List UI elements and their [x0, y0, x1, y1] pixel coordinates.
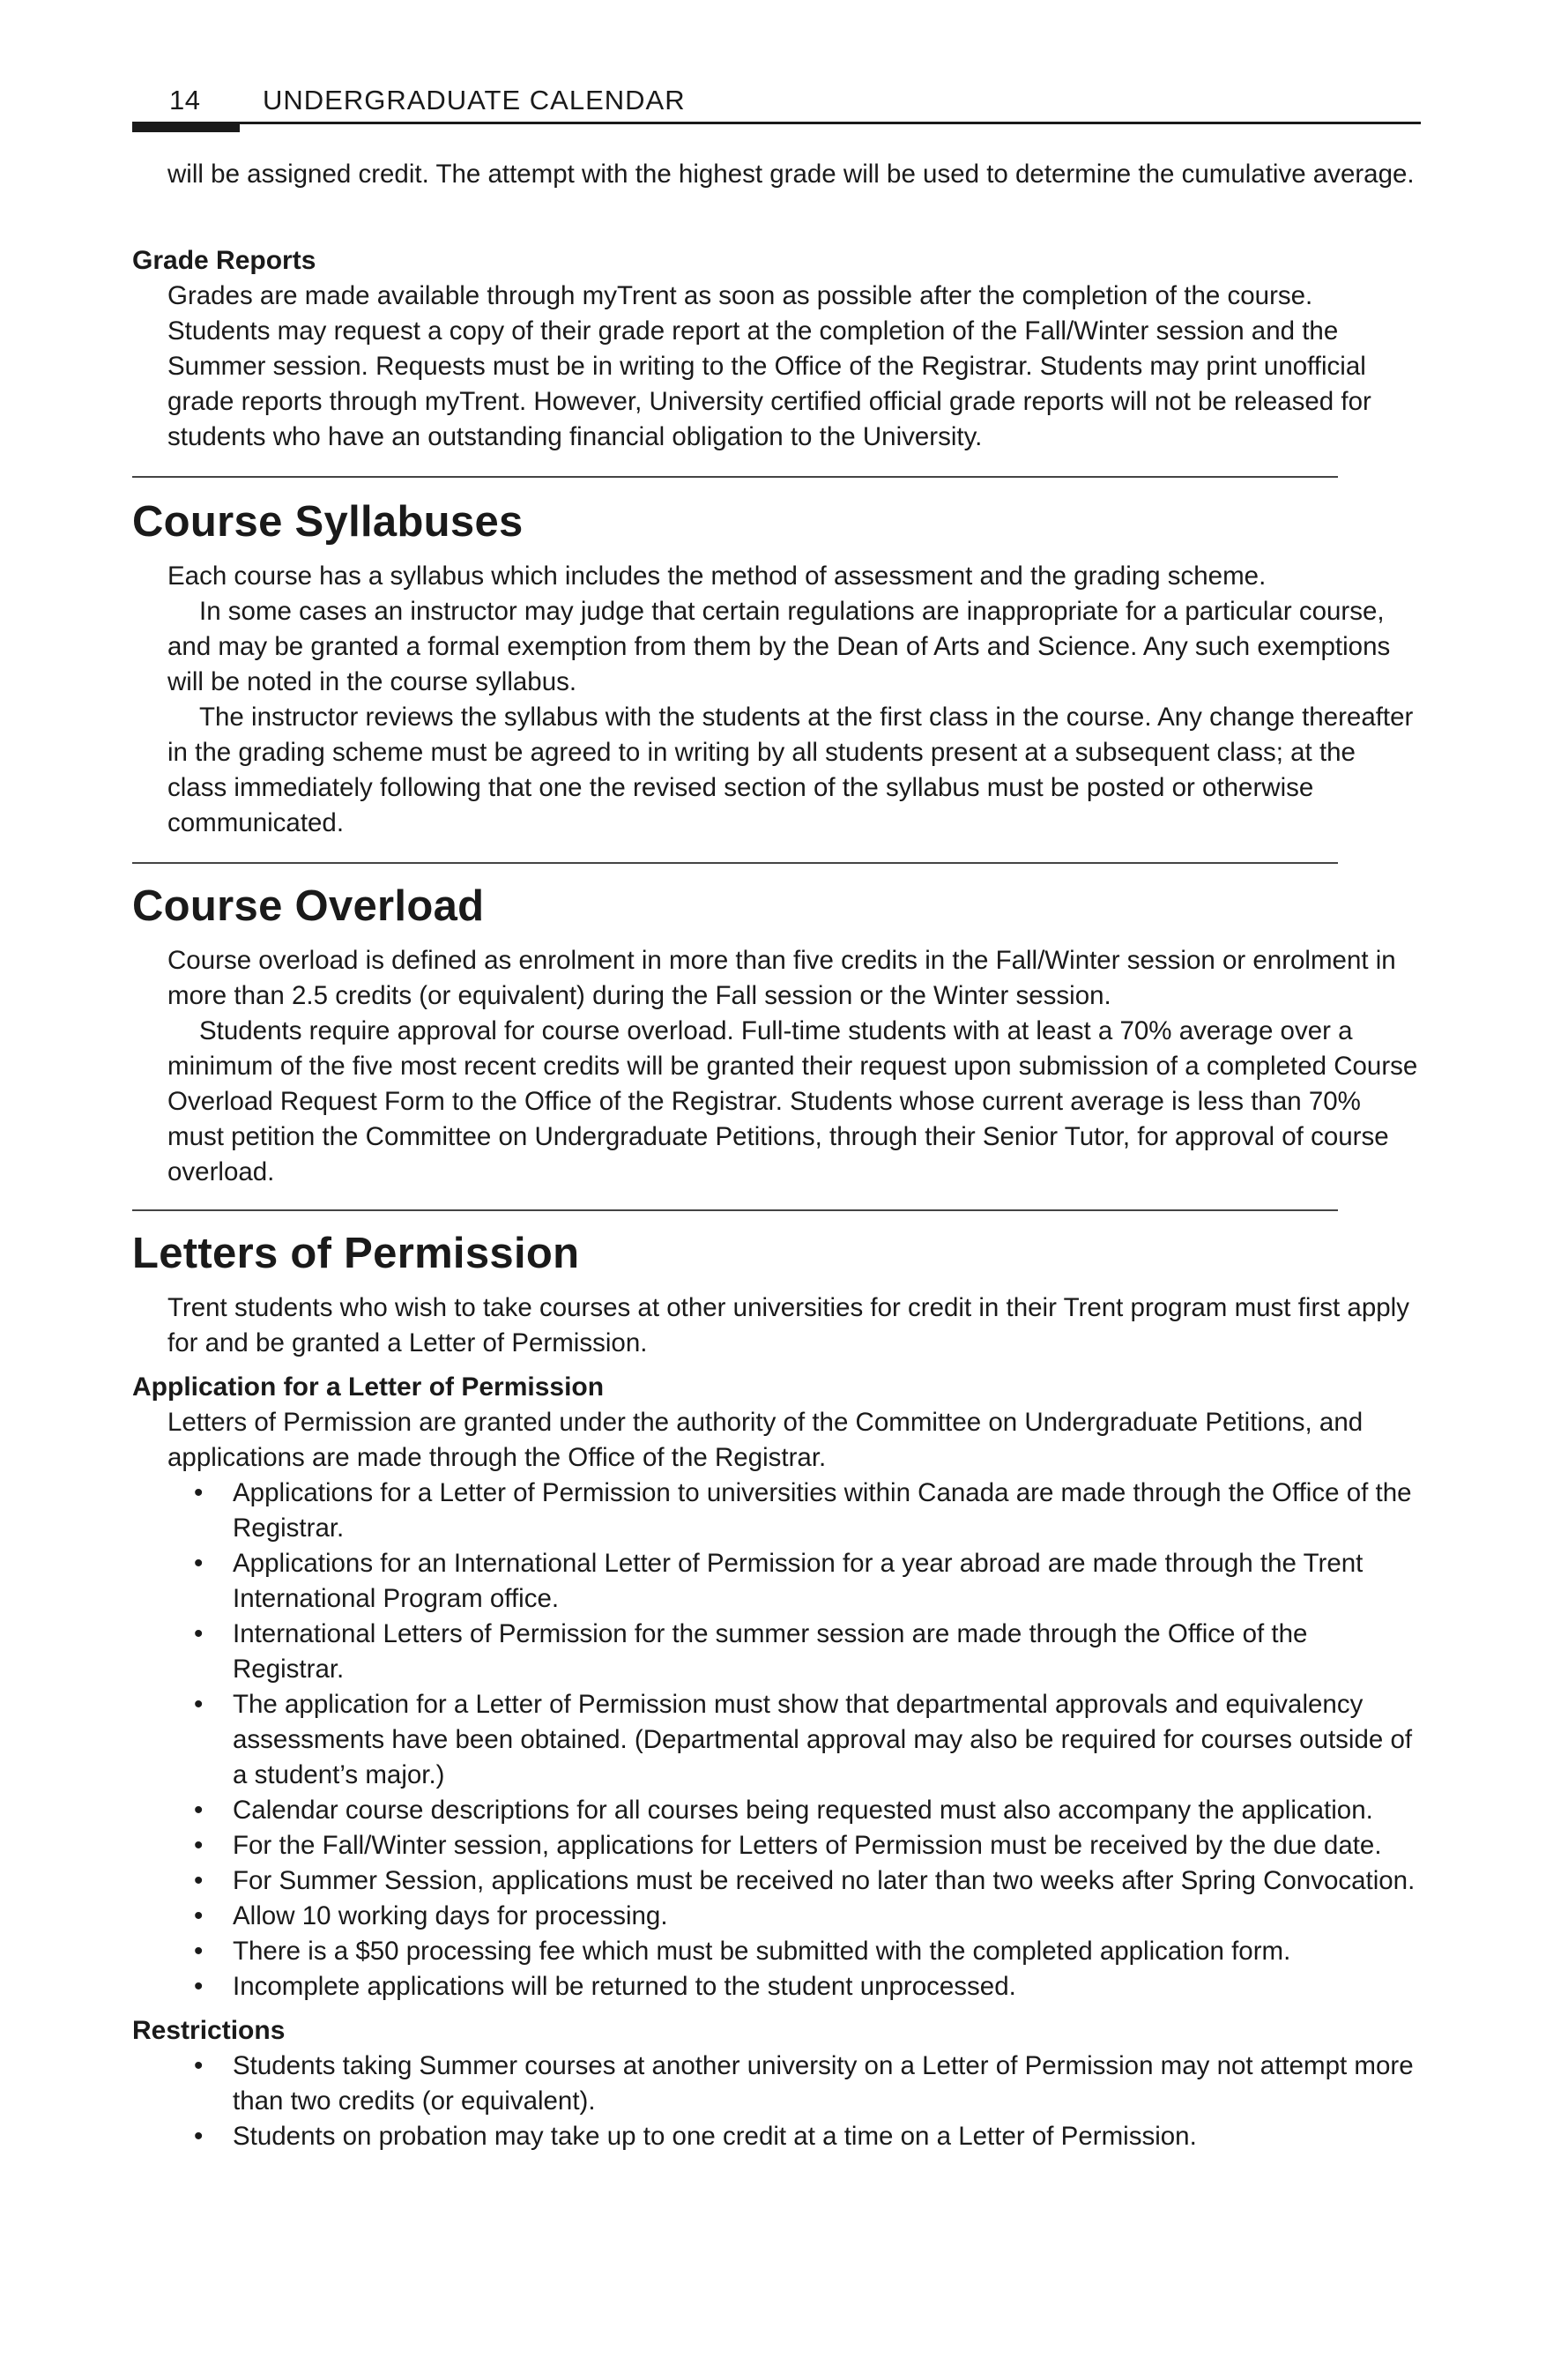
grade-reports-section — [132, 243, 1419, 455]
application-bullet-list — [132, 1476, 1419, 2004]
list-item: • Students taking Summer courses at another university on a Letter of Permission may not attempt more than two credits (or equivalent). — [167, 2049, 1419, 2119]
grade-reports-heading: Grade Reports — [132, 246, 316, 275]
section-divider — [132, 862, 1338, 864]
header-tab-bar — [132, 122, 240, 132]
running-header — [132, 85, 1421, 129]
restrictions-bullet-list — [132, 2049, 1419, 2154]
application-text: Letters of Permission are granted under the authority of the Committee on Undergraduate Petitions, and applications are made through the Office of the Registrar. — [167, 1408, 1364, 1472]
list-item: • For the Fall/Winter session, applications for Letters of Permission must be received by the due date. — [167, 1828, 1419, 1863]
course-syllabuses-heading: Course Syllabuses — [132, 498, 524, 546]
page-number: 14 — [169, 85, 201, 115]
list-item: • Allow 10 working days for processing. — [167, 1899, 1419, 1934]
bullet-icon: • — [194, 1478, 204, 1507]
header-rule — [132, 122, 1421, 124]
syllabus-paragraph: Each course has a syllabus which includes the method of assessment and the grading scheme. — [167, 562, 1267, 591]
letters-intro-text: Trent students who wish to take courses at other universities for credit in their Trent program must first apply for and be granted a Letter of Permission. — [167, 1293, 1409, 1357]
grade-reports-text: Grades are made available through myTrent as soon as possible after the completion of the course. Students may request a copy of their grade report at the completion of the Fall/Winter session and the Summer session. Requests must be in writing to the Office of the Registrar. Students may print unofficial grade reports through myTrent. However, University certified official grade reports will not be released for students who have an outstanding financial obligation to the University. — [167, 281, 1371, 451]
list-item: • International Letters of Permission for the summer session are made through the Office of the Registrar. — [167, 1617, 1419, 1687]
bullet-icon: • — [194, 2122, 204, 2151]
header-title: UNDERGRADUATE CALENDAR — [263, 85, 686, 115]
course-syllabuses-section — [132, 495, 1419, 841]
bullet-icon: • — [194, 1831, 204, 1860]
bullet-icon: • — [194, 2051, 204, 2080]
course-overload-section — [132, 880, 1419, 1190]
restrictions-heading: Restrictions — [132, 2016, 286, 2045]
bullet-icon: • — [194, 1972, 204, 2001]
application-heading: Application for a Letter of Permission — [132, 1372, 605, 1402]
list-item: • Students on probation may take up to one credit at a time on a Letter of Permission. — [167, 2119, 1419, 2154]
section-divider — [132, 476, 1338, 478]
list-item: • Calendar course descriptions for all courses being requested must also accompany the application. — [167, 1793, 1419, 1828]
list-item: • Applications for a Letter of Permission to universities within Canada are made through the Office of the Registrar. — [167, 1476, 1419, 1546]
letters-of-permission-heading: Letters of Permission — [132, 1230, 580, 1277]
continuation-text: will be assigned credit. The attempt with the highest grade will be used to determine the cumulative average. — [167, 160, 1415, 189]
course-overload-heading: Course Overload — [132, 882, 485, 930]
letters-of-permission-section — [132, 1227, 1419, 2154]
overload-paragraph: Course overload is defined as enrolment in more than five credits in the Fall/Winter session or enrolment in more than 2.5 credits (or equivalent) during the Fall session or the Winter session. — [167, 946, 1396, 1010]
list-item: • Incomplete applications will be returned to the student unprocessed. — [167, 1969, 1419, 2004]
list-item: • The application for a Letter of Permission must show that departmental approvals and equivalency assessments have been obtained. (Departmental approval may also be required for courses outside of a student’s major.) — [167, 1687, 1419, 1793]
list-item: • Applications for an International Letter of Permission for a year abroad are made through the Trent International Program office. — [167, 1546, 1419, 1617]
bullet-icon: • — [194, 1690, 204, 1719]
bullet-icon: • — [194, 1866, 204, 1895]
list-item: • There is a $50 processing fee which must be submitted with the completed application form. — [167, 1934, 1419, 1969]
overload-paragraph: Students require approval for course overload. Full-time students with at least a 70% average over a minimum of the five most recent credits will be granted their request upon submission of a completed Course Overload Request Form to the Office of the Registrar. Students whose current average is less than 70% must petition the Committee on Undergraduate Petitions, through their Senior Tutor, for approval of course overload. — [167, 1016, 1418, 1186]
section-divider — [132, 1209, 1338, 1211]
bullet-icon: • — [194, 1619, 204, 1648]
syllabus-paragraph: In some cases an instructor may judge that certain regulations are inappropriate for a particular course, and may be granted a formal exemption from them by the Dean of Arts and Science. Any such exemptions will be noted in the course syllabus. — [167, 597, 1391, 696]
list-item: • For Summer Session, applications must be received no later than two weeks after Spring Convocation. — [167, 1863, 1419, 1899]
bullet-icon: • — [194, 1937, 204, 1966]
syllabus-paragraph: The instructor reviews the syllabus with the students at the first class in the course. Any change thereafter in the grading scheme must be agreed to in writing by all students present at a subsequent class; at the class immediately following that one the revised section of the syllabus must be posted or otherwise communicated. — [167, 703, 1414, 837]
continuation-block — [132, 157, 1454, 192]
bullet-icon: • — [194, 1549, 204, 1578]
bullet-icon: • — [194, 1796, 204, 1825]
bullet-icon: • — [194, 1901, 204, 1930]
